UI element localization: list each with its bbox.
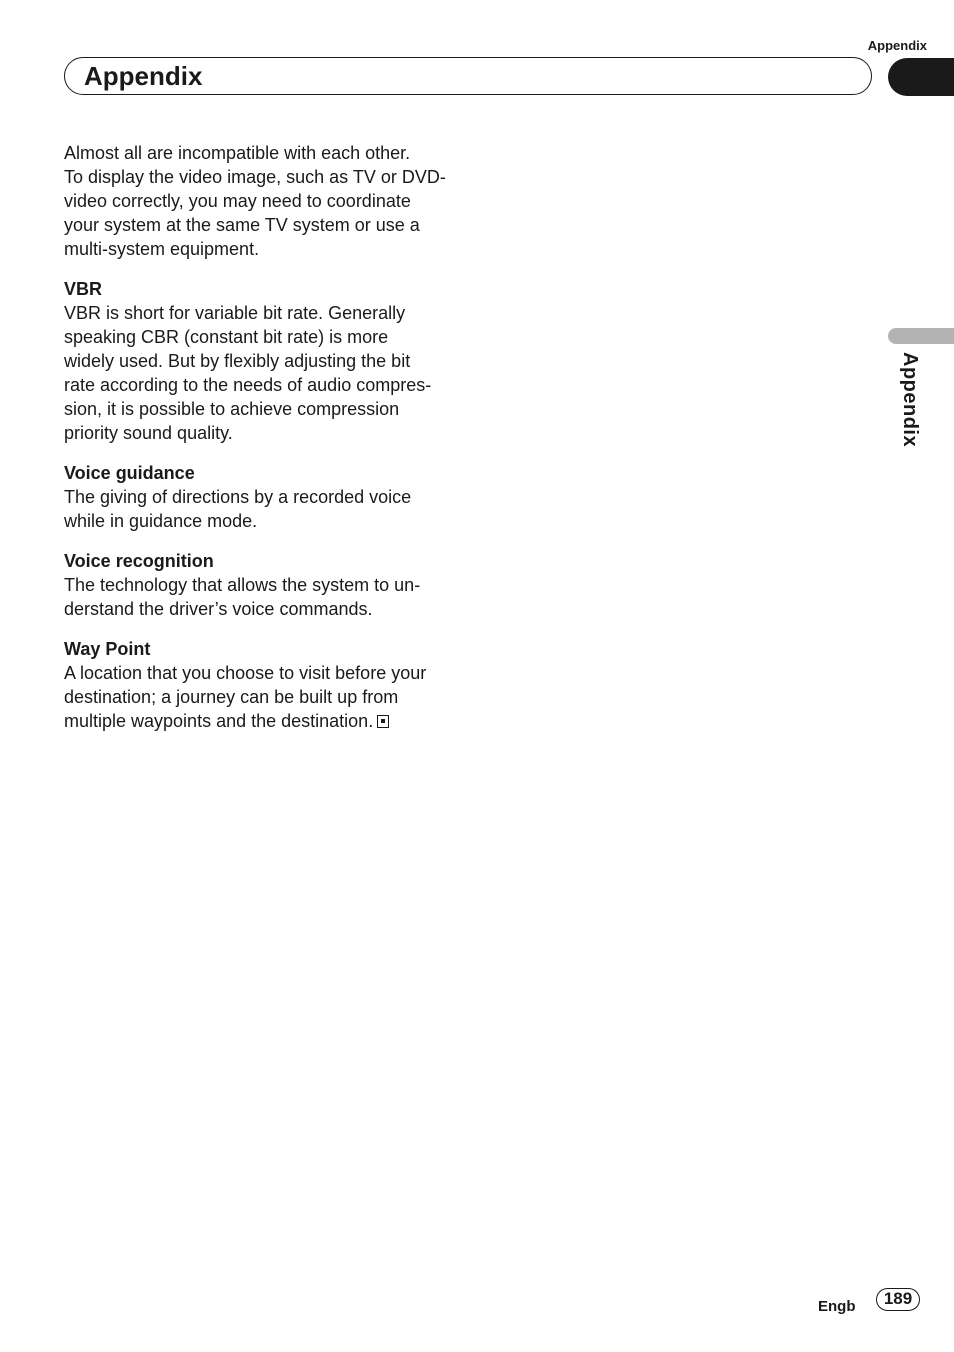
definition-line: The technology that allows the system to un- (64, 575, 421, 595)
end-of-section-icon (377, 715, 389, 728)
definition-line: derstand the driver’s voice commands. (64, 599, 373, 619)
glossary-term: Voice guidance (64, 463, 195, 483)
definition-line: destination; a journey can be built up from (64, 687, 399, 707)
footer-language: Engb (818, 1298, 856, 1315)
definition-line: sion, it is possible to achieve compression (64, 399, 400, 419)
definition-line: A location that you choose to visit before your (64, 663, 427, 683)
definition-line: multiple waypoints and the destination. (64, 711, 374, 731)
glossary-term: Voice recognition (64, 551, 214, 571)
glossary-definition (64, 485, 456, 533)
definition-line: VBR is short for variable bit rate. Generally (64, 303, 406, 323)
section-title-bar (64, 57, 872, 95)
intro-paragraph (64, 141, 456, 261)
intro-line: multi-system equipment. (64, 239, 260, 259)
definition-line: speaking CBR (constant bit rate) is more (64, 327, 389, 347)
intro-line: video correctly, you may need to coordinate (64, 191, 411, 211)
definition-line: while in guidance mode. (64, 511, 258, 531)
glossary-term: VBR (64, 279, 103, 299)
glossary-entry-voice-recognition (64, 549, 456, 621)
definition-line: The giving of directions by a recorded voice (64, 487, 412, 507)
glossary-entry-vbr (64, 277, 456, 445)
page-number: 189 (876, 1288, 920, 1311)
definition-line: widely used. But by flexibly adjusting the bit (64, 351, 411, 371)
intro-line: your system at the same TV system or use a (64, 215, 420, 235)
glossary-definition (64, 301, 456, 445)
intro-line: Almost all are incompatible with each other. (64, 143, 411, 163)
glossary-content (64, 141, 456, 749)
page-title: Appendix (84, 61, 203, 91)
glossary-entry-way-point (64, 637, 456, 733)
section-tab-marker (888, 58, 954, 96)
intro-line: To display the video image, such as TV or DVD- (64, 167, 446, 187)
glossary-definition (64, 661, 456, 733)
running-head: Appendix (867, 38, 927, 53)
side-tab-label: Appendix (899, 352, 921, 448)
glossary-entry-voice-guidance (64, 461, 456, 533)
side-tab-marker (888, 328, 954, 344)
glossary-term: Way Point (64, 639, 151, 659)
glossary-definition (64, 573, 456, 621)
definition-line: rate according to the needs of audio compres- (64, 375, 432, 395)
definition-line: priority sound quality. (64, 423, 233, 443)
